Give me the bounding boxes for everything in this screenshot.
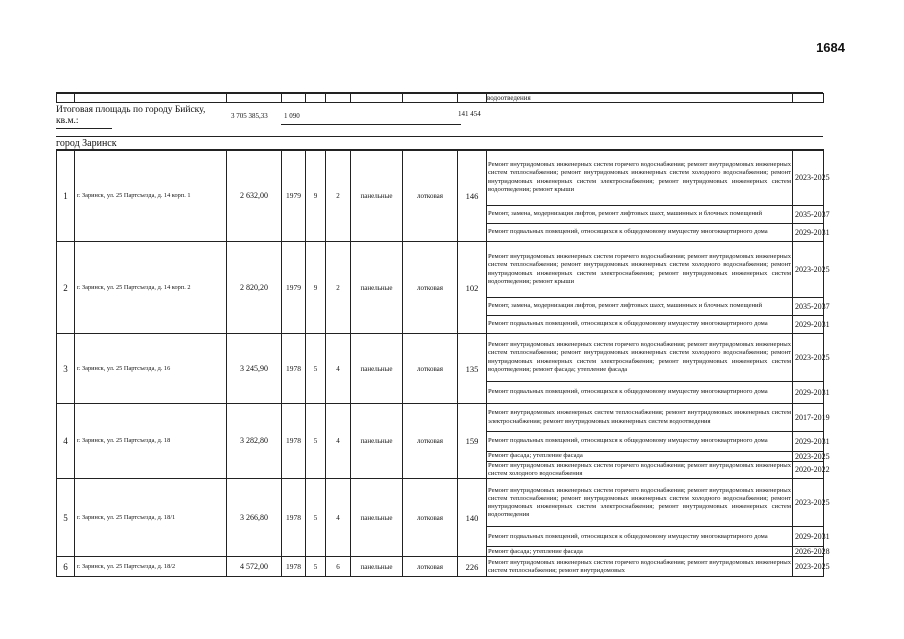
work-period: 2029-2031 [793, 432, 824, 452]
totals-residents: 141 454 [458, 110, 481, 118]
row-number: 1 [57, 150, 75, 242]
row-number: 4 [57, 404, 75, 479]
continuation-text: водоотведения [487, 94, 793, 103]
building-address: г. Заринск, ул. 25 Партсъезда, д. 16 [75, 334, 227, 404]
work-period: 2029-2031 [793, 224, 824, 242]
residents-count: 159 [458, 404, 487, 479]
floors-count: 5 [306, 557, 326, 577]
work-period: 2035-2037 [793, 298, 824, 316]
row-number: 6 [57, 557, 75, 577]
work-description: Ремонт, замена, модернизация лифтов, ремонт лифтовых шахт, машинных и блочных помещений [487, 206, 793, 224]
residents-count: 140 [458, 479, 487, 557]
entrances-count: 6 [326, 557, 351, 577]
totals-underline [281, 124, 461, 125]
residents-count: 226 [458, 557, 487, 577]
work-period: 2023-2025 [793, 242, 824, 298]
work-description: Ремонт внутридомовых инженерных систем теплоснабжения; ремонт внутридомовых инженерных систем электроснабжения; ремонт внутридомовых инженерных систем водоотведения [487, 404, 793, 432]
entrances-count: 4 [326, 334, 351, 404]
construction-year: 1978 [282, 334, 306, 404]
floors-count: 9 [306, 242, 326, 334]
work-period: 2035-2037 [793, 206, 824, 224]
construction-year: 1979 [282, 242, 306, 334]
work-period: 2017-2019 [793, 404, 824, 432]
wall-material: панельные [351, 334, 403, 404]
building-area: 2 632,00 [227, 150, 282, 242]
work-description: Ремонт, замена, модернизация лифтов, ремонт лифтовых шахт, машинных и блочных помещений [487, 298, 793, 316]
totals-underline [56, 128, 112, 129]
residents-count: 102 [458, 242, 487, 334]
floors-count: 9 [306, 150, 326, 242]
work-period: 2029-2031 [793, 316, 824, 334]
building-area: 3 245,90 [227, 334, 282, 404]
wall-material: панельные [351, 150, 403, 242]
construction-year: 1978 [282, 404, 306, 479]
floors-count: 5 [306, 404, 326, 479]
work-period: 2023-2025 [793, 452, 824, 462]
work-description: Ремонт внутридомовых инженерных систем горячего водоснабжения; ремонт внутридомовых инженерных систем теплоснабжения; ремонт внутридомовых инженерных систем холодного водоснабжения; ремонт внутридомовых инженерных систем электроснабжения; ремонт внутридомовых инженерных систем водоотведения; ремонт фасада; утепление фасада [487, 334, 793, 382]
residents-count: 135 [458, 334, 487, 404]
work-description: Ремонт внутридомовых инженерных систем горячего водоснабжения; ремонт внутридомовых инженерных систем холодного водоснабжения [488, 462, 791, 478]
work-description: Ремонт внутридомовых инженерных систем горячего водоснабжения; ремонт внутридомовых инженерных систем теплоснабжения; ремонт внутридомовых [487, 557, 793, 577]
entrances-count: 2 [326, 242, 351, 334]
building-area: 2 820,20 [227, 242, 282, 334]
table-row [57, 557, 824, 577]
work-period: 2023-2025 [793, 557, 824, 577]
table-row [57, 334, 824, 382]
work-period: 2026-2028 [793, 547, 824, 557]
row-number: 2 [57, 242, 75, 334]
roof-type: лотковая [403, 479, 458, 557]
construction-year: 1978 [282, 479, 306, 557]
wall-material: панельные [351, 242, 403, 334]
continuation-row [56, 93, 824, 103]
floors-count: 5 [306, 479, 326, 557]
building-address: г. Заринск, ул. 25 Партсъезда, д. 18/2 [75, 557, 227, 577]
roof-type: лотковая [403, 404, 458, 479]
totals-apartments: 1 090 [284, 112, 300, 120]
wall-material: панельные [351, 404, 403, 479]
residents-count: 146 [458, 150, 487, 242]
construction-year: 1978 [282, 557, 306, 577]
building-address: г. Заринск, ул. 25 Партсъезда, д. 14 корп. 1 [75, 150, 227, 242]
construction-year: 1979 [282, 150, 306, 242]
table-row [57, 242, 824, 298]
entrances-count: 2 [326, 150, 351, 242]
building-address: г. Заринск, ул. 25 Партсъезда, д. 18 [75, 404, 227, 479]
roof-type: лотковая [403, 557, 458, 577]
work-description: Ремонт подвальных помещений, относящихся к общедомовому имуществу многоквартирного дома [487, 316, 793, 334]
row-number: 5 [57, 479, 75, 557]
work-description: Ремонт подвальных помещений, относящихся к общедомовому имуществу многоквартирного дома [487, 224, 793, 242]
totals-label: Итоговая площадь по городу Бийску, кв.м.: [56, 105, 206, 126]
wall-material: панельные [351, 479, 403, 557]
building-area: 3 282,80 [227, 404, 282, 479]
page-number: 1684 [816, 40, 845, 55]
totals-block [56, 105, 823, 129]
roof-type: лотковая [403, 334, 458, 404]
work-description: Ремонт подвальных помещений, относящихся к общедомовому имуществу многоквартирного дома [487, 382, 793, 404]
building-address: г. Заринск, ул. 25 Партсъезда, д. 14 корп. 2 [75, 242, 227, 334]
buildings-table [56, 149, 830, 577]
work-period: 2023-2025 [793, 479, 824, 527]
table-row [57, 404, 824, 432]
table-row [57, 150, 824, 206]
row-number: 3 [57, 334, 75, 404]
entrances-count: 4 [326, 479, 351, 557]
work-period: 2029-2031 [793, 527, 824, 547]
work-description: Ремонт подвальных помещений, относящихся к общедомовому имуществу многоквартирного дома [487, 527, 793, 547]
wall-material: панельные [351, 557, 403, 577]
entrances-count: 4 [326, 404, 351, 479]
building-area: 4 572,00 [227, 557, 282, 577]
work-description: Ремонт внутридомовых инженерных систем горячего водоснабжения; ремонт внутридомовых инженерных систем теплоснабжения; ремонт внутридомовых инженерных систем холодного водоснабжения; ремонт внутридомовых инженерных систем электроснабжения; ремонт внутридомовых инженерных систем водоотведения [487, 479, 793, 527]
work-description: Ремонт фасада; утепление фасада [487, 547, 793, 557]
work-description: Ремонт подвальных помещений, относящихся к общедомовому имуществу многоквартирного дома [487, 432, 793, 452]
work-period: 2023-2025 [793, 334, 824, 382]
work-description: Ремонт внутридомовых инженерных систем горячего водоснабжения; ремонт внутридомовых инженерных систем теплоснабжения; ремонт внутридомовых инженерных систем холодного водоснабжения; ремонт внутридомовых инженерных систем электроснабжения; ремонт внутридомовых инженерных систем водоотведения; ремонт крыши [487, 150, 793, 206]
roof-type: лотковая [403, 150, 458, 242]
work-description: Ремонт фасада; утепление фасада [487, 452, 793, 462]
city-heading: город Заринск [56, 136, 823, 151]
work-period: 2023-2025 [793, 150, 824, 206]
table-row [57, 479, 824, 527]
building-address: г. Заринск, ул. 25 Партсъезда, д. 18/1 [75, 479, 227, 557]
work-description: Ремонт внутридомовых инженерных систем горячего водоснабжения; ремонт внутридомовых инженерных систем теплоснабжения; ремонт внутридомовых инженерных систем холодного водоснабжения; ремонт внутридомовых инженерных систем электроснабжения; ремонт внутридомовых инженерных систем водоотведения; ремонт крыши [487, 242, 793, 298]
floors-count: 5 [306, 334, 326, 404]
work-period: 2020-2022 [793, 462, 824, 479]
totals-area: 3 705 385,33 [231, 112, 268, 120]
work-period: 2029-2031 [793, 382, 824, 404]
building-area: 3 266,80 [227, 479, 282, 557]
roof-type: лотковая [403, 242, 458, 334]
